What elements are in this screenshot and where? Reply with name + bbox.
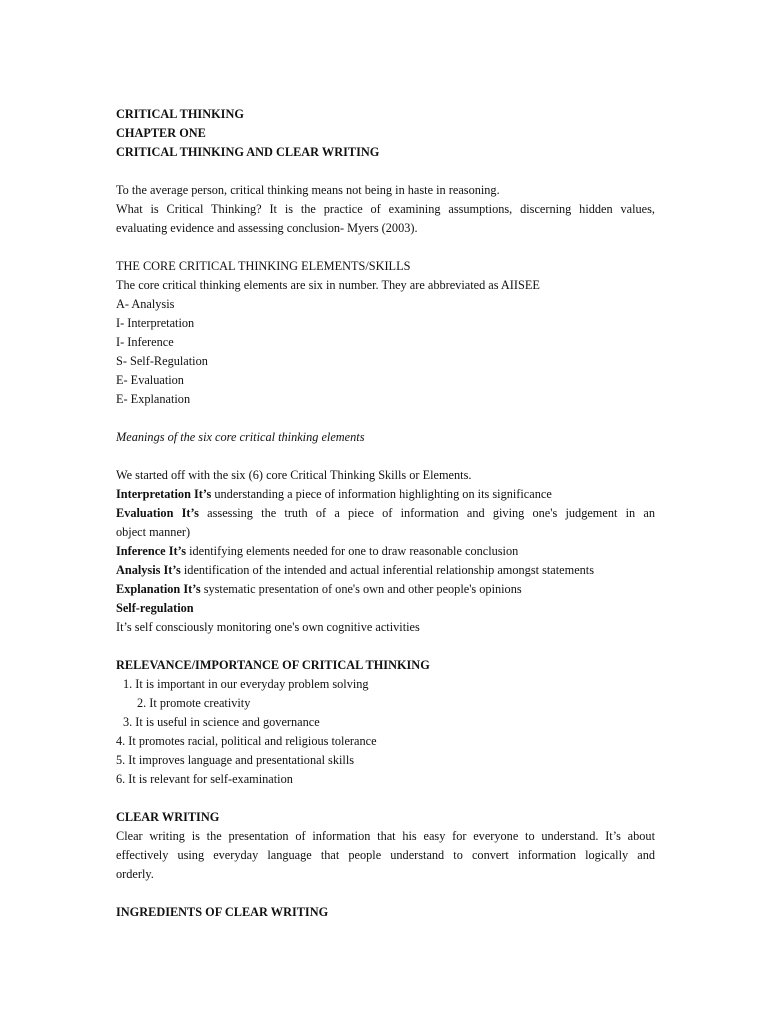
core-element-item: I- Inference (116, 335, 174, 349)
document-page (116, 105, 655, 922)
clear-writing-line: effectively using everyday language that people understand to convert information logically and (116, 848, 655, 862)
chapter-title: CRITICAL THINKING AND CLEAR WRITING (116, 145, 380, 159)
meanings-intro: We started off with the six (6) core Critical Thinking Skills or Elements. (116, 468, 472, 482)
definition-analysis (116, 561, 655, 580)
definition-text: systematic presentation of one's own and other people's opinions (203, 582, 522, 596)
intro-line: To the average person, critical thinking means not being in haste in reasoning. (116, 183, 500, 197)
blank-line (116, 409, 655, 428)
definition-interpretation (116, 485, 655, 504)
core-element-item: I- Interpretation (116, 316, 195, 330)
relevance-item: 3. It is useful in science and governance (123, 715, 320, 729)
definition-term: Inference It’s (116, 544, 187, 558)
definition-text: assessing the truth of a piece of information and giving one's judgement in an (207, 506, 655, 520)
definition-term: Analysis It’s (116, 563, 181, 577)
core-element-item: A- Analysis (116, 297, 175, 311)
intro-line: evaluating evidence and assessing conclusion- Myers (2003). (116, 221, 418, 235)
relevance-item: 6. It is relevant for self-examination (116, 772, 293, 786)
ingredients-heading: INGREDIENTS OF CLEAR WRITING (116, 905, 329, 919)
relevance-item: 1. It is important in our everyday problem solving (123, 677, 369, 691)
blank-line (116, 447, 655, 466)
relevance-item: 5. It improves language and presentational skills (116, 753, 355, 767)
core-elements-heading: THE CORE CRITICAL THINKING ELEMENTS/SKILLS (116, 259, 411, 273)
document-title: CRITICAL THINKING (116, 107, 244, 121)
relevance-item: 2. It promote creativity (137, 696, 251, 710)
meanings-heading: Meanings of the six core critical thinking elements (116, 430, 365, 444)
definition-self-regulation-text: It’s self consciously monitoring one's own cognitive activities (116, 620, 420, 634)
blank-line (116, 162, 655, 181)
blank-line (116, 238, 655, 257)
chapter-label: CHAPTER ONE (116, 126, 206, 140)
definition-text: identifying elements needed for one to draw reasonable conclusion (189, 544, 519, 558)
blank-line (116, 884, 655, 903)
core-element-item: E- Evaluation (116, 373, 184, 387)
core-elements-intro: The core critical thinking elements are six in number. They are abbreviated as AIISEE (116, 278, 540, 292)
relevance-item: 4. It promotes racial, political and religious tolerance (116, 734, 377, 748)
core-element-item: S- Self-Regulation (116, 354, 208, 368)
definition-text: identification of the intended and actual inferential relationship amongst statements (183, 563, 594, 577)
definition-term: Interpretation It’s (116, 487, 212, 501)
definition-self-regulation-term: Self-regulation (116, 601, 194, 615)
definition-inference (116, 542, 655, 561)
intro-line: What is Critical Thinking? It is the practice of examining assumptions, discerning hidden values, (116, 202, 655, 216)
blank-line (116, 789, 655, 808)
clear-writing-heading: CLEAR WRITING (116, 810, 220, 824)
clear-writing-line: Clear writing is the presentation of information that his easy for everyone to understand. It’s about (116, 829, 655, 843)
core-element-item: E- Explanation (116, 392, 191, 406)
relevance-heading: RELEVANCE/IMPORTANCE OF CRITICAL THINKING (116, 658, 430, 672)
blank-line (116, 637, 655, 656)
definition-text: understanding a piece of information highlighting on its significance (214, 487, 552, 501)
clear-writing-line: orderly. (116, 867, 154, 881)
definition-term: Explanation It’s (116, 582, 201, 596)
definition-continuation: object manner) (116, 525, 191, 539)
definition-explanation (116, 580, 655, 599)
definition-evaluation (116, 504, 655, 523)
definition-term: Evaluation It’s (116, 506, 199, 520)
